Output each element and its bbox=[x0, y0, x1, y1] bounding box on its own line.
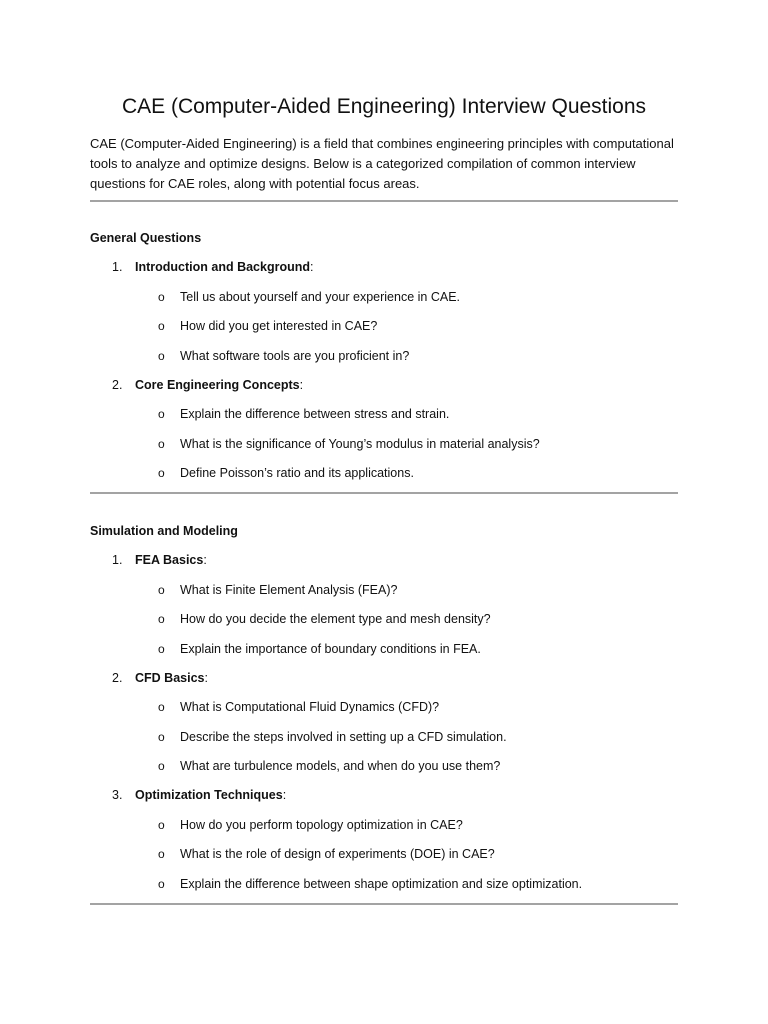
question-group-label: Core Engineering Concepts bbox=[135, 377, 300, 392]
question-text: What is Finite Element Analysis (FEA)? bbox=[180, 582, 398, 597]
list-item bbox=[90, 434, 678, 454]
section-divider bbox=[90, 200, 678, 202]
question-text: How do you perform topology optimization in CAE? bbox=[180, 817, 463, 832]
bullet-marker: o bbox=[158, 876, 165, 891]
question-text: What software tools are you proficient in? bbox=[180, 348, 410, 363]
bullet-marker: o bbox=[158, 759, 165, 773]
list-item bbox=[90, 463, 678, 483]
bullet-marker: o bbox=[158, 319, 165, 333]
list-item bbox=[90, 844, 678, 864]
list-item bbox=[90, 756, 678, 776]
bullet-marker: o bbox=[158, 612, 165, 626]
question-text: Explain the difference between stress and strain. bbox=[180, 407, 450, 421]
list-item bbox=[90, 316, 678, 336]
list-number: 1. bbox=[112, 260, 123, 274]
bullet-marker: o bbox=[158, 847, 165, 861]
bullet-marker: o bbox=[158, 407, 165, 421]
section-heading: General Questions bbox=[90, 231, 202, 245]
intro-paragraph: CAE (Computer-Aided Engineering) is a field that combines engineering principles with computational tools to analyze and optimize designs. Below is a categorized compilation of common interview questions for CAE roles, along with potential focus areas. bbox=[90, 136, 674, 191]
question-text: Define Poisson’s ratio and its applications. bbox=[180, 466, 414, 480]
list-number: 2. bbox=[112, 670, 123, 685]
bullet-marker: o bbox=[158, 729, 165, 744]
section-divider bbox=[90, 903, 678, 905]
question-text: What are turbulence models, and when do you use them? bbox=[180, 759, 501, 773]
page-title: CAE (Computer-Aided Engineering) Interview Questions bbox=[121, 95, 647, 118]
question-group-fea: 1. FEA Basics: bbox=[90, 550, 678, 570]
section-general-questions bbox=[90, 228, 678, 483]
bullet-marker: o bbox=[158, 641, 165, 656]
question-text: What is the significance of Young’s modulus in material analysis? bbox=[180, 436, 540, 451]
question-text: Explain the difference between shape optimization and size optimization. bbox=[180, 876, 583, 891]
question-group-label: Optimization Techniques bbox=[135, 788, 283, 802]
bullet-marker: o bbox=[158, 700, 165, 714]
list-item bbox=[90, 346, 678, 366]
section-divider bbox=[90, 492, 678, 494]
section-heading: Simulation and Modeling bbox=[90, 524, 238, 538]
question-text: What is Computational Fluid Dynamics (CFD)? bbox=[180, 700, 440, 714]
list-number: 2. bbox=[112, 377, 123, 392]
question-group-label: FEA Basics bbox=[135, 553, 204, 567]
list-item bbox=[90, 404, 678, 424]
question-text: How do you decide the element type and mesh density? bbox=[180, 612, 491, 626]
question-text: Describe the steps involved in setting up a CFD simulation. bbox=[180, 729, 507, 744]
bullet-marker: o bbox=[158, 466, 165, 480]
section-simulation-modeling bbox=[90, 521, 678, 894]
list-item bbox=[90, 697, 678, 717]
question-group-cfd: 2. CFD Basics: bbox=[90, 668, 678, 688]
question-group-core-concepts: 2. Core Engineering Concepts: bbox=[90, 375, 678, 395]
question-text: How did you get interested in CAE? bbox=[180, 319, 378, 333]
list-item bbox=[90, 580, 678, 600]
list-item bbox=[90, 639, 678, 659]
question-text: Explain the importance of boundary conditions in FEA. bbox=[180, 641, 481, 656]
bullet-marker: o bbox=[158, 582, 165, 597]
list-item bbox=[90, 287, 678, 307]
list-item bbox=[90, 727, 678, 747]
question-text: Tell us about yourself and your experience in CAE. bbox=[180, 289, 461, 304]
question-group-introduction: 1. Introduction and Background: bbox=[90, 257, 678, 277]
list-item bbox=[90, 874, 678, 894]
question-group-optimization: 3. Optimization Techniques: bbox=[90, 785, 678, 805]
bullet-marker: o bbox=[158, 436, 165, 451]
list-item bbox=[90, 815, 678, 835]
question-text: What is the role of design of experiments (DOE) in CAE? bbox=[180, 847, 495, 861]
list-item bbox=[90, 609, 678, 629]
bullet-marker: o bbox=[158, 817, 165, 832]
list-number: 3. bbox=[112, 788, 123, 802]
bullet-marker: o bbox=[158, 289, 165, 304]
question-group-label: Introduction and Background bbox=[135, 260, 310, 274]
question-group-label: CFD Basics bbox=[135, 670, 205, 685]
list-number: 1. bbox=[112, 553, 123, 567]
bullet-marker: o bbox=[158, 348, 165, 363]
